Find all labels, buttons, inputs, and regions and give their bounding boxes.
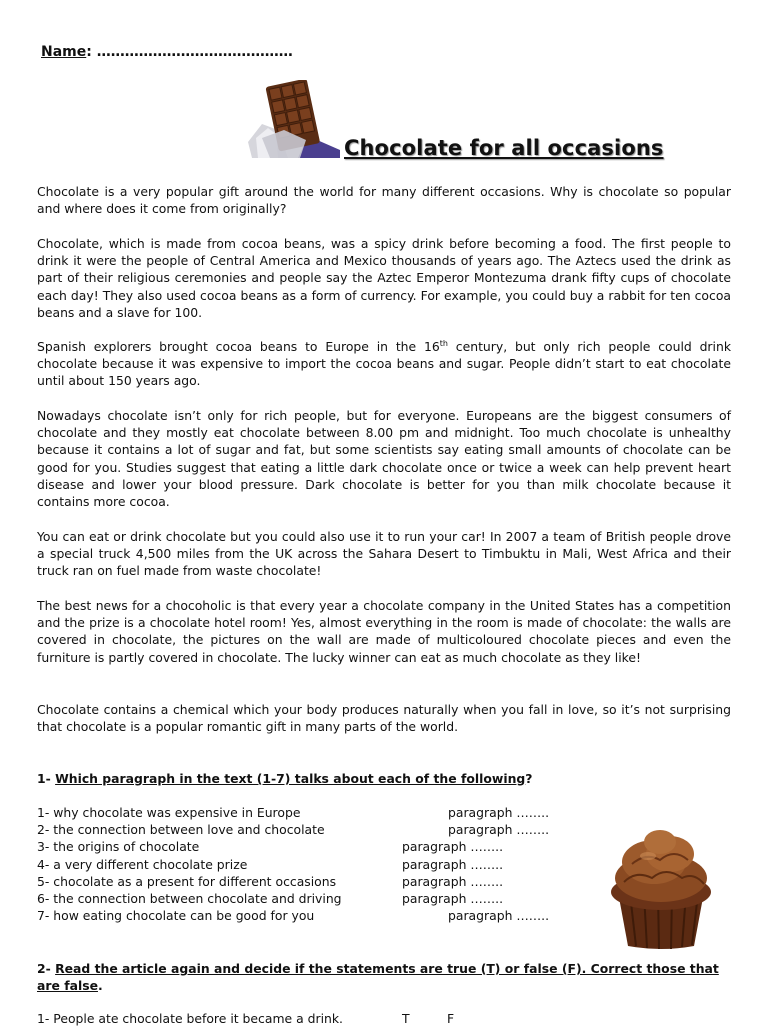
paragraph-3: Spanish explorers brought cocoa beans to Europe in the 16th century, but only rich people could drink chocolate because it was expensive to import the cocoa beans and sugar. People didn’t start to eat chocolate until about 150 years ago. (37, 338, 731, 389)
paragraph-1: Chocolate is a very popular gift around the world for many different occasions. Why is chocolate so popular and where does it come from originally? (37, 184, 731, 217)
answer-blank[interactable]: paragraph …….. (448, 908, 550, 924)
chocolate-cupcake-image (596, 826, 726, 950)
answer-blank[interactable]: paragraph …….. (402, 856, 504, 872)
question-1-item: 2- the connection between love and chocolate (37, 822, 325, 838)
question-1-item: 7- how eating chocolate can be good for you (37, 908, 315, 924)
question-1-heading: 1- Which paragraph in the text (1-7) talks about each of the following? (37, 771, 533, 786)
question-1-item: 4- a very different chocolate prize (37, 856, 248, 872)
paragraph-6: The best news for a chocoholic is that every year a chocolate company in the United States has a competition and the prize is a chocolate hotel room! Yes, almost everything in the room is made of chocolate: the walls are covered in chocolate, the pictures on the wall are made of multicoloured chocolate pieces and even the furniture is partly covered in chocolate. The lucky winner can eat as much chocolate as they like! (37, 598, 731, 665)
false-option[interactable]: F (447, 1011, 455, 1026)
paragraph-2: Chocolate, which is made from cocoa beans, was a spicy drink before becoming a food. The first people to drink it were the people of Central America and Mexico thousands of years ago. The Aztecs used the drink as part of their religious ceremonies and people say the Aztec Emperor Montezuma drank fifty cups of chocolate each day! They also used cocoa beans as a form of currency. For example, you could buy a rabbit for ten cocoa beans and a slave for 100. (37, 236, 731, 320)
name-colon: : (86, 44, 92, 60)
answer-blank[interactable]: paragraph …….. (448, 805, 550, 820)
answer-blank[interactable]: paragraph …….. (402, 873, 504, 889)
question-1-item: 3- the origins of chocolate (37, 839, 200, 855)
question-2-statement: 1- People ate chocolate before it became a drink. (37, 1011, 343, 1026)
name-dots: …………………………………… (91, 44, 293, 60)
name-label: Name (41, 44, 87, 60)
paragraph-7: Chocolate contains a chemical which your body produces naturally when you fall in love, so it’s not surprising that chocolate is a popular romantic gift in many parts of the world. (37, 702, 731, 735)
question-1-item: 1- why chocolate was expensive in Europe (37, 805, 301, 820)
answer-blank[interactable]: paragraph …….. (402, 891, 504, 906)
chocolate-bar-image (248, 80, 340, 158)
answer-blank[interactable]: paragraph …….. (402, 839, 504, 855)
page-title: Chocolate for all occasions (344, 136, 664, 160)
paragraph-4: Nowadays chocolate isn’t only for rich people, but for everyone. Europeans are the biggest consumers of chocolate and they mostly eat chocolate between 8.00 pm and midnight. Too much chocolate is unhealthy because it contains a lot of sugar and fat, but some scientists say eating small amounts of chocolate can be good for you. Studies suggest that eating a little dark chocolate once or twice a week can help prevent heart disease and lower your blood pressure. Dark chocolate is better for you than milk chocolate because it contains more cocoa. (37, 408, 731, 510)
name-line (41, 44, 293, 60)
question-1-item: 6- the connection between chocolate and driving (37, 891, 342, 906)
true-option[interactable]: T (402, 1011, 410, 1026)
paragraph-5: You can eat or drink chocolate but you could also use it to run your car! In 2007 a team of British people drove a special truck 4,500 miles from the UK across the Sahara Desert to Timbuktu in Mali, West Africa and their truck ran on fuel made from waste chocolate! (37, 529, 731, 579)
answer-blank[interactable]: paragraph …….. (448, 822, 550, 838)
question-1-item: 5- chocolate as a present for different occasions (37, 873, 337, 889)
question-2-heading: 2- Read the article again and decide if the statements are true (T) or false (F). Correct those that are false. (37, 961, 719, 993)
